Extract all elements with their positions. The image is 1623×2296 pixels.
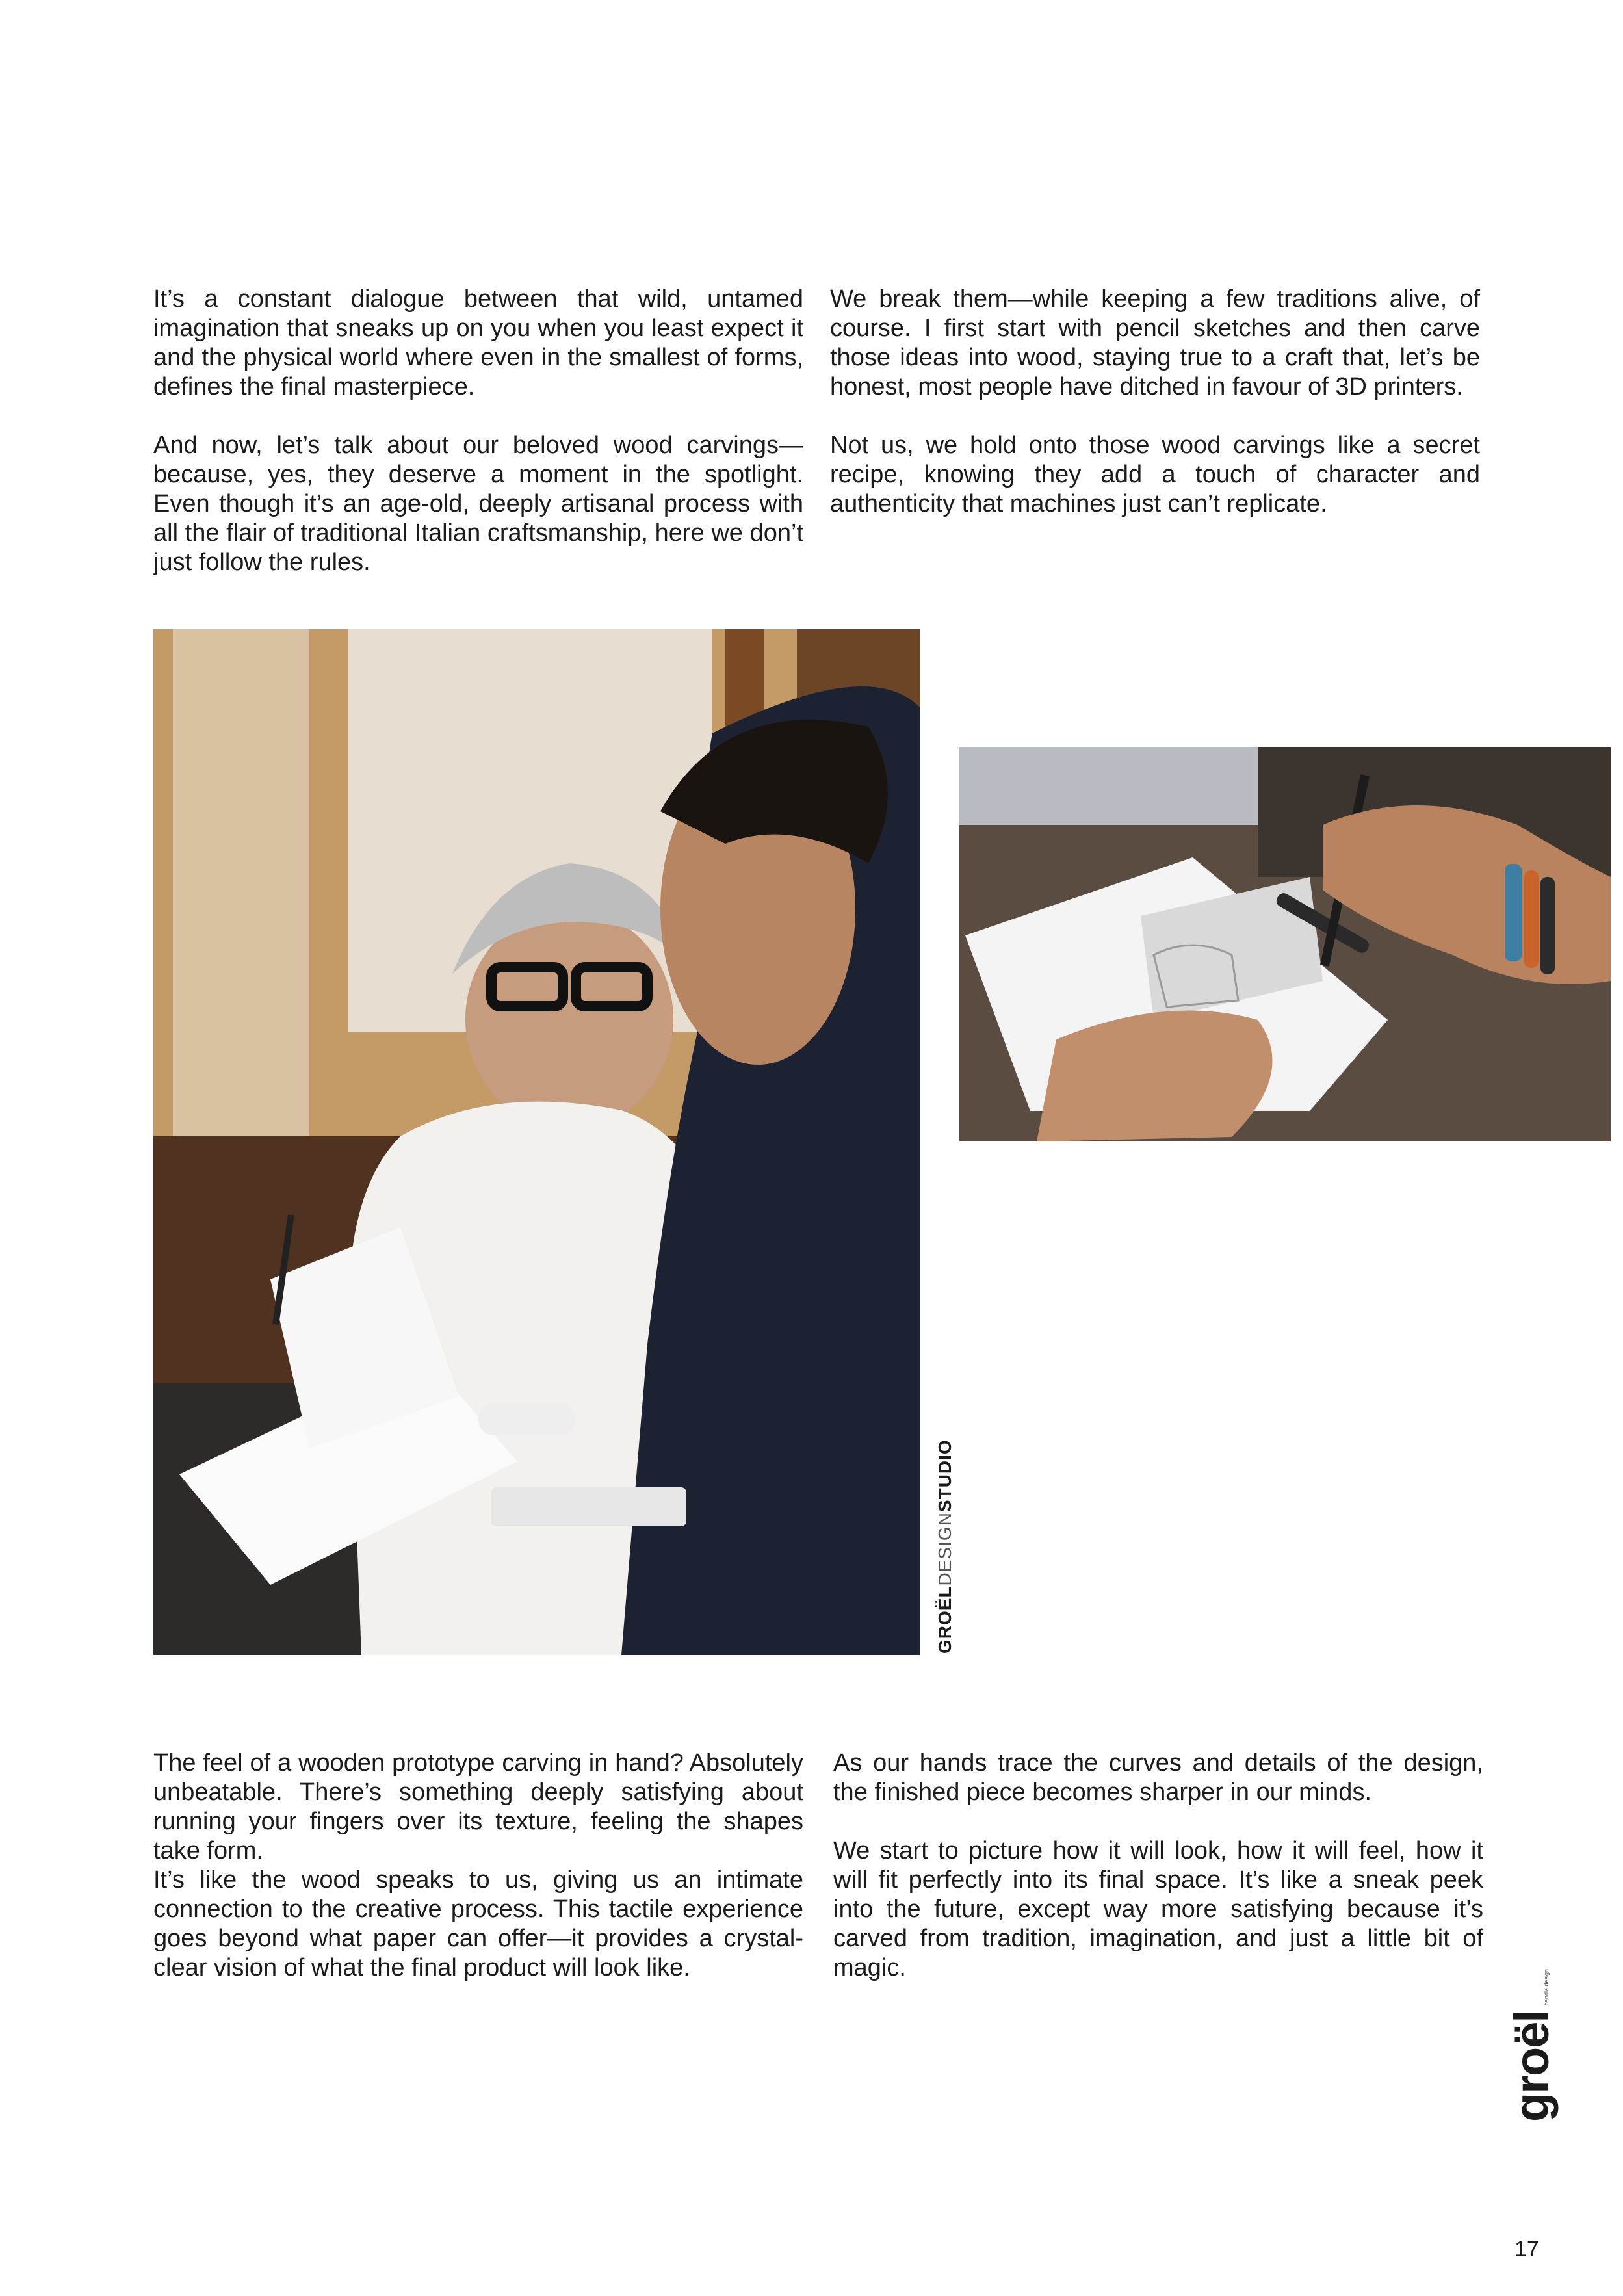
photo-illustration: [153, 629, 920, 1655]
photo-sketch-closeup: [959, 747, 1611, 1141]
paragraph: We start to picture how it will look, how it will feel, how it will fit perfectly into its final space. It’s like a sneak peek into the future, except way more satisfying because it’s carved from tradition, imagination, and just a little bit of magic.: [833, 1837, 1483, 1981]
page-number: 17: [1514, 2237, 1539, 2262]
brand-label-vertical: [934, 1439, 956, 1654]
photo-illustration: [959, 747, 1611, 1141]
paragraph: It’s a constant dialogue between that wild, untamed imagination that sneaks up on you when you least expect it and the physical world where even in the smallest of forms, defines the final masterpiece.: [153, 285, 803, 400]
paragraph: Not us, we hold onto those wood carvings like a secret recipe, knowing they add a touch of character and authenticity that machines just can’t replicate.: [830, 432, 1480, 517]
logo-tagline: handle design: [1543, 1969, 1550, 2006]
paragraph: And now, let’s talk about our beloved wood carvings—because, yes, they deserve a moment in the spotlight. Even though it’s an age-old, deeply artisanal process with all the flair of traditional Italian craftsmanship, here we don’t just follow the rules.: [153, 432, 803, 576]
text-column-top-left: [153, 285, 803, 577]
paragraph: The feel of a wooden prototype carving in hand? Absolutely unbeatable. There’s something deeply satisfying about running your fingers over its texture, feeling the shapes take form.: [153, 1749, 803, 1864]
paragraph: As our hands trace the curves and details of the design, the finished piece becomes sharper in our minds.: [833, 1749, 1483, 1806]
brand-part-studio: STUDIO: [935, 1439, 955, 1513]
photo-designers-sketching: [153, 629, 920, 1655]
text-column-bottom-right: [833, 1749, 1483, 1983]
groel-logo: [1505, 1969, 1559, 2122]
logo-wordmark: groël: [1505, 2011, 1559, 2122]
text-column-top-right: [830, 285, 1480, 519]
brand-part-design: DESIGN: [935, 1512, 955, 1586]
paragraph: We break them—while keeping a few traditions alive, of course. I first start with pencil sketches and then carve those ideas into wood, staying true to a craft that, let’s be honest, most people have ditched in favour of 3D printers.: [830, 285, 1480, 400]
brand-part-groel: GROËL: [935, 1585, 955, 1654]
paragraph: It’s like the wood speaks to us, giving us an intimate connection to the creative process. This tactile experience goes beyond what paper can offer—it provides a crystal-clear vision of what the final product will look like.: [153, 1866, 803, 1981]
text-column-bottom-left: [153, 1749, 803, 1983]
